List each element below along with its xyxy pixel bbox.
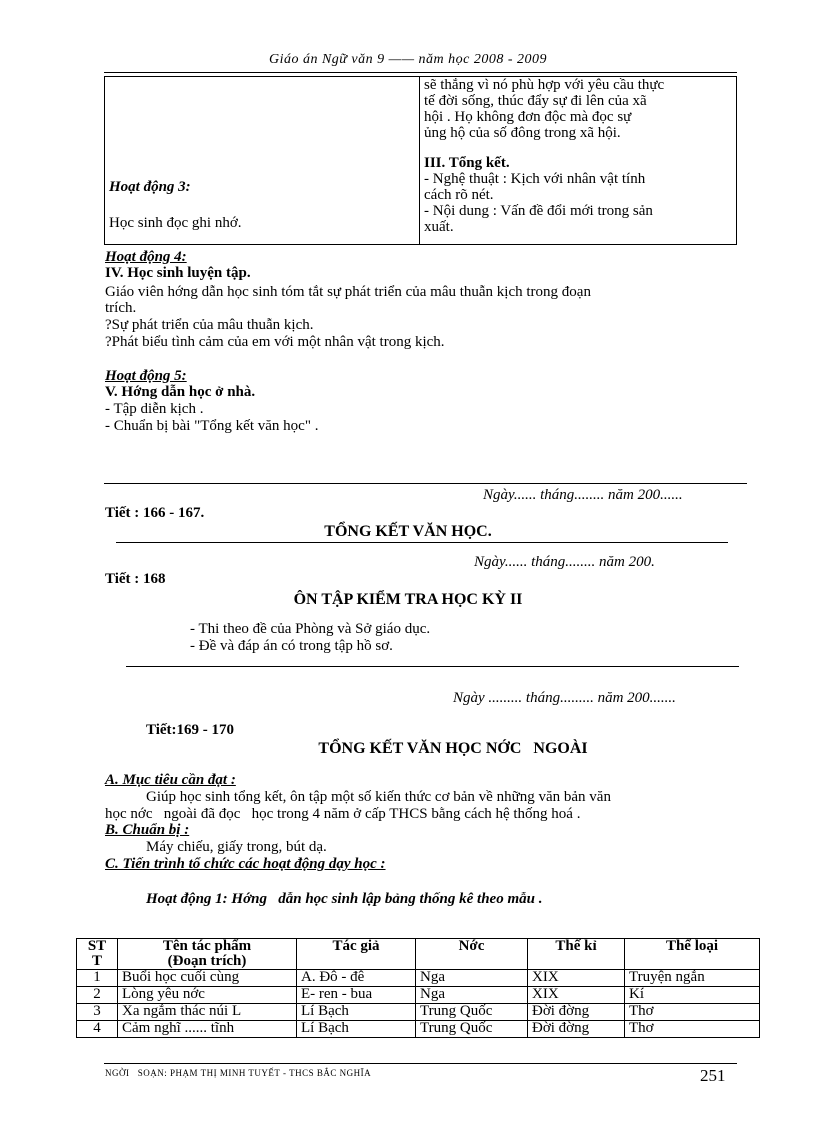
table-line: sẽ thắng vì nó phù hợp với yêu cầu thực <box>424 77 665 93</box>
table-line: - Nghệ thuật : Kịch với nhân vật tính <box>424 171 646 187</box>
table-row <box>77 970 760 987</box>
lesson-number: Tiết : 166 - 167. <box>105 505 205 521</box>
col-header: Tên tác phẩm (Đoạn trích) <box>118 939 297 970</box>
section-divider <box>116 542 728 543</box>
footer-rule <box>104 1063 737 1064</box>
date-line: Ngày...... tháng........ năm 200. <box>474 554 655 570</box>
table-row <box>77 987 760 1004</box>
cell: Truyện ngắn <box>625 970 760 987</box>
lesson-table-right-cell <box>420 77 737 245</box>
process-label: C. Tiến trình tổ chức các hoạt động dạy học : <box>105 856 386 872</box>
cell: Trung Quốc <box>416 1004 528 1021</box>
table-line: hội . Họ không đơn độc mà đọc sự <box>424 109 632 125</box>
cell: 1 <box>77 970 118 987</box>
col-header: Thế kỉ <box>528 939 625 970</box>
works-table <box>76 938 760 1038</box>
activity-3-label: Hoạt động 3: <box>109 179 191 195</box>
summary-heading: III. Tổng kết. <box>424 155 510 171</box>
lesson-number: Tiết : 168 <box>105 571 166 587</box>
exam-note: - Thi theo đề của Phòng và Sở giáo dục. <box>190 621 431 637</box>
lesson-title: TỔNG KẾT VĂN HỌC NỚC NGOÀI <box>318 740 588 757</box>
cell: Đời đờng <box>528 1021 625 1038</box>
exam-note: - Đề và đáp án có trong tập hồ sơ. <box>190 638 393 654</box>
cell: 3 <box>77 1004 118 1021</box>
table-line: ủng hộ của số đông trong xã hội. <box>424 125 621 141</box>
table-line: cách rõ nét. <box>424 187 494 203</box>
activity-5-heading: V. Hớng dẫn học ở nhà. <box>105 384 256 400</box>
page-header: Giáo án Ngữ văn 9 —— năm học 2008 - 2009 <box>268 52 548 67</box>
section-divider <box>126 666 739 667</box>
objectives-label: A. Mục tiêu cần đạt : <box>105 772 236 788</box>
cell: XIX <box>528 987 625 1004</box>
cell: Lí Bạch <box>297 1004 416 1021</box>
activity-5-label: Hoạt động 5: <box>105 368 187 384</box>
date-line: Ngày...... tháng........ năm 200...... <box>483 487 683 503</box>
cell: XIX <box>528 970 625 987</box>
activity-4-line: Giáo viên hớng dẫn học sinh tóm tắt sự phát triển của mâu thuẫn kịch trong đoạn <box>105 284 591 300</box>
cell: Buổi học cuối cùng <box>118 970 297 987</box>
preparation-line: Máy chiếu, giấy trong, bút dạ. <box>146 839 327 855</box>
activity-4-label: Hoạt động 4: <box>105 249 187 265</box>
header-rule <box>104 72 737 73</box>
activity-1-heading: Hoạt động 1: Hớng dẫn học sinh lập bảng thống kê theo mẫu . <box>146 891 543 907</box>
lesson-title: ÔN TẬP KIỂM TRA HỌC KỲ II <box>293 591 523 608</box>
objectives-line: học nớc ngoài đã đọc học trong 4 năm ở cấp THCS bằng cách hệ thống hoá . <box>105 806 581 822</box>
activity-3-text: Học sinh đọc ghi nhớ. <box>109 215 242 231</box>
lesson-table <box>104 76 737 245</box>
cell: Lí Bạch <box>297 1021 416 1038</box>
activity-5-line: - Chuẩn bị bài "Tổng kết văn học" . <box>105 418 319 434</box>
lesson-number: Tiết:169 - 170 <box>146 722 235 738</box>
footer-author: NGỜI SOẠN: PHẠM THỊ MINH TUYẾT - THCS BẮC NGHĨA <box>105 1068 372 1078</box>
activity-4-heading: IV. Học sinh luyện tập. <box>105 265 251 281</box>
cell: Thơ <box>625 1021 760 1038</box>
section-divider <box>104 483 747 484</box>
col-header: Tác giả <box>297 939 416 970</box>
cell: A. Đô - đê <box>297 970 416 987</box>
cell: E- ren - bua <box>297 987 416 1004</box>
cell: 2 <box>77 987 118 1004</box>
page-number: 251 <box>700 1066 726 1085</box>
cell: Nga <box>416 987 528 1004</box>
table-line: xuất. <box>424 219 454 235</box>
cell: Cảm nghĩ ...... tĩnh <box>118 1021 297 1038</box>
cell: Xa ngắm thác núi L <box>118 1004 297 1021</box>
cell: 4 <box>77 1021 118 1038</box>
table-line: tế đời sống, thúc đẩy sự đi lên của xã <box>424 93 647 109</box>
preparation-label: B. Chuẩn bị : <box>105 822 190 838</box>
col-header: Nớc <box>416 939 528 970</box>
activity-4-line: ?Phát biểu tình cảm của em với một nhân vật trong kịch. <box>105 334 445 350</box>
cell: Lòng yêu nớc <box>118 987 297 1004</box>
table-row <box>77 1004 760 1021</box>
col-header: ST T <box>77 939 118 970</box>
table-row <box>77 1021 760 1038</box>
cell: Trung Quốc <box>416 1021 528 1038</box>
cell: Nga <box>416 970 528 987</box>
activity-4-line: ?Sự phát triển của mâu thuẫn kịch. <box>105 317 314 333</box>
cell: Đời đờng <box>528 1004 625 1021</box>
lesson-table-left-cell <box>105 77 420 245</box>
activity-5-line: - Tập diễn kịch . <box>105 401 204 417</box>
cell: Kí <box>625 987 760 1004</box>
date-line: Ngày ......... tháng......... năm 200....... <box>453 690 676 706</box>
objectives-line: Giúp học sinh tổng kết, ôn tập một số kiến thức cơ bản về những văn bản văn <box>146 789 611 805</box>
cell: Thơ <box>625 1004 760 1021</box>
table-line: - Nội dung : Vấn đề đổi mới trong sản <box>424 203 653 219</box>
activity-4-line: trích. <box>105 300 137 316</box>
lesson-title: TỔNG KẾT VĂN HỌC. <box>324 523 492 540</box>
col-header: Thể loại <box>625 939 760 970</box>
